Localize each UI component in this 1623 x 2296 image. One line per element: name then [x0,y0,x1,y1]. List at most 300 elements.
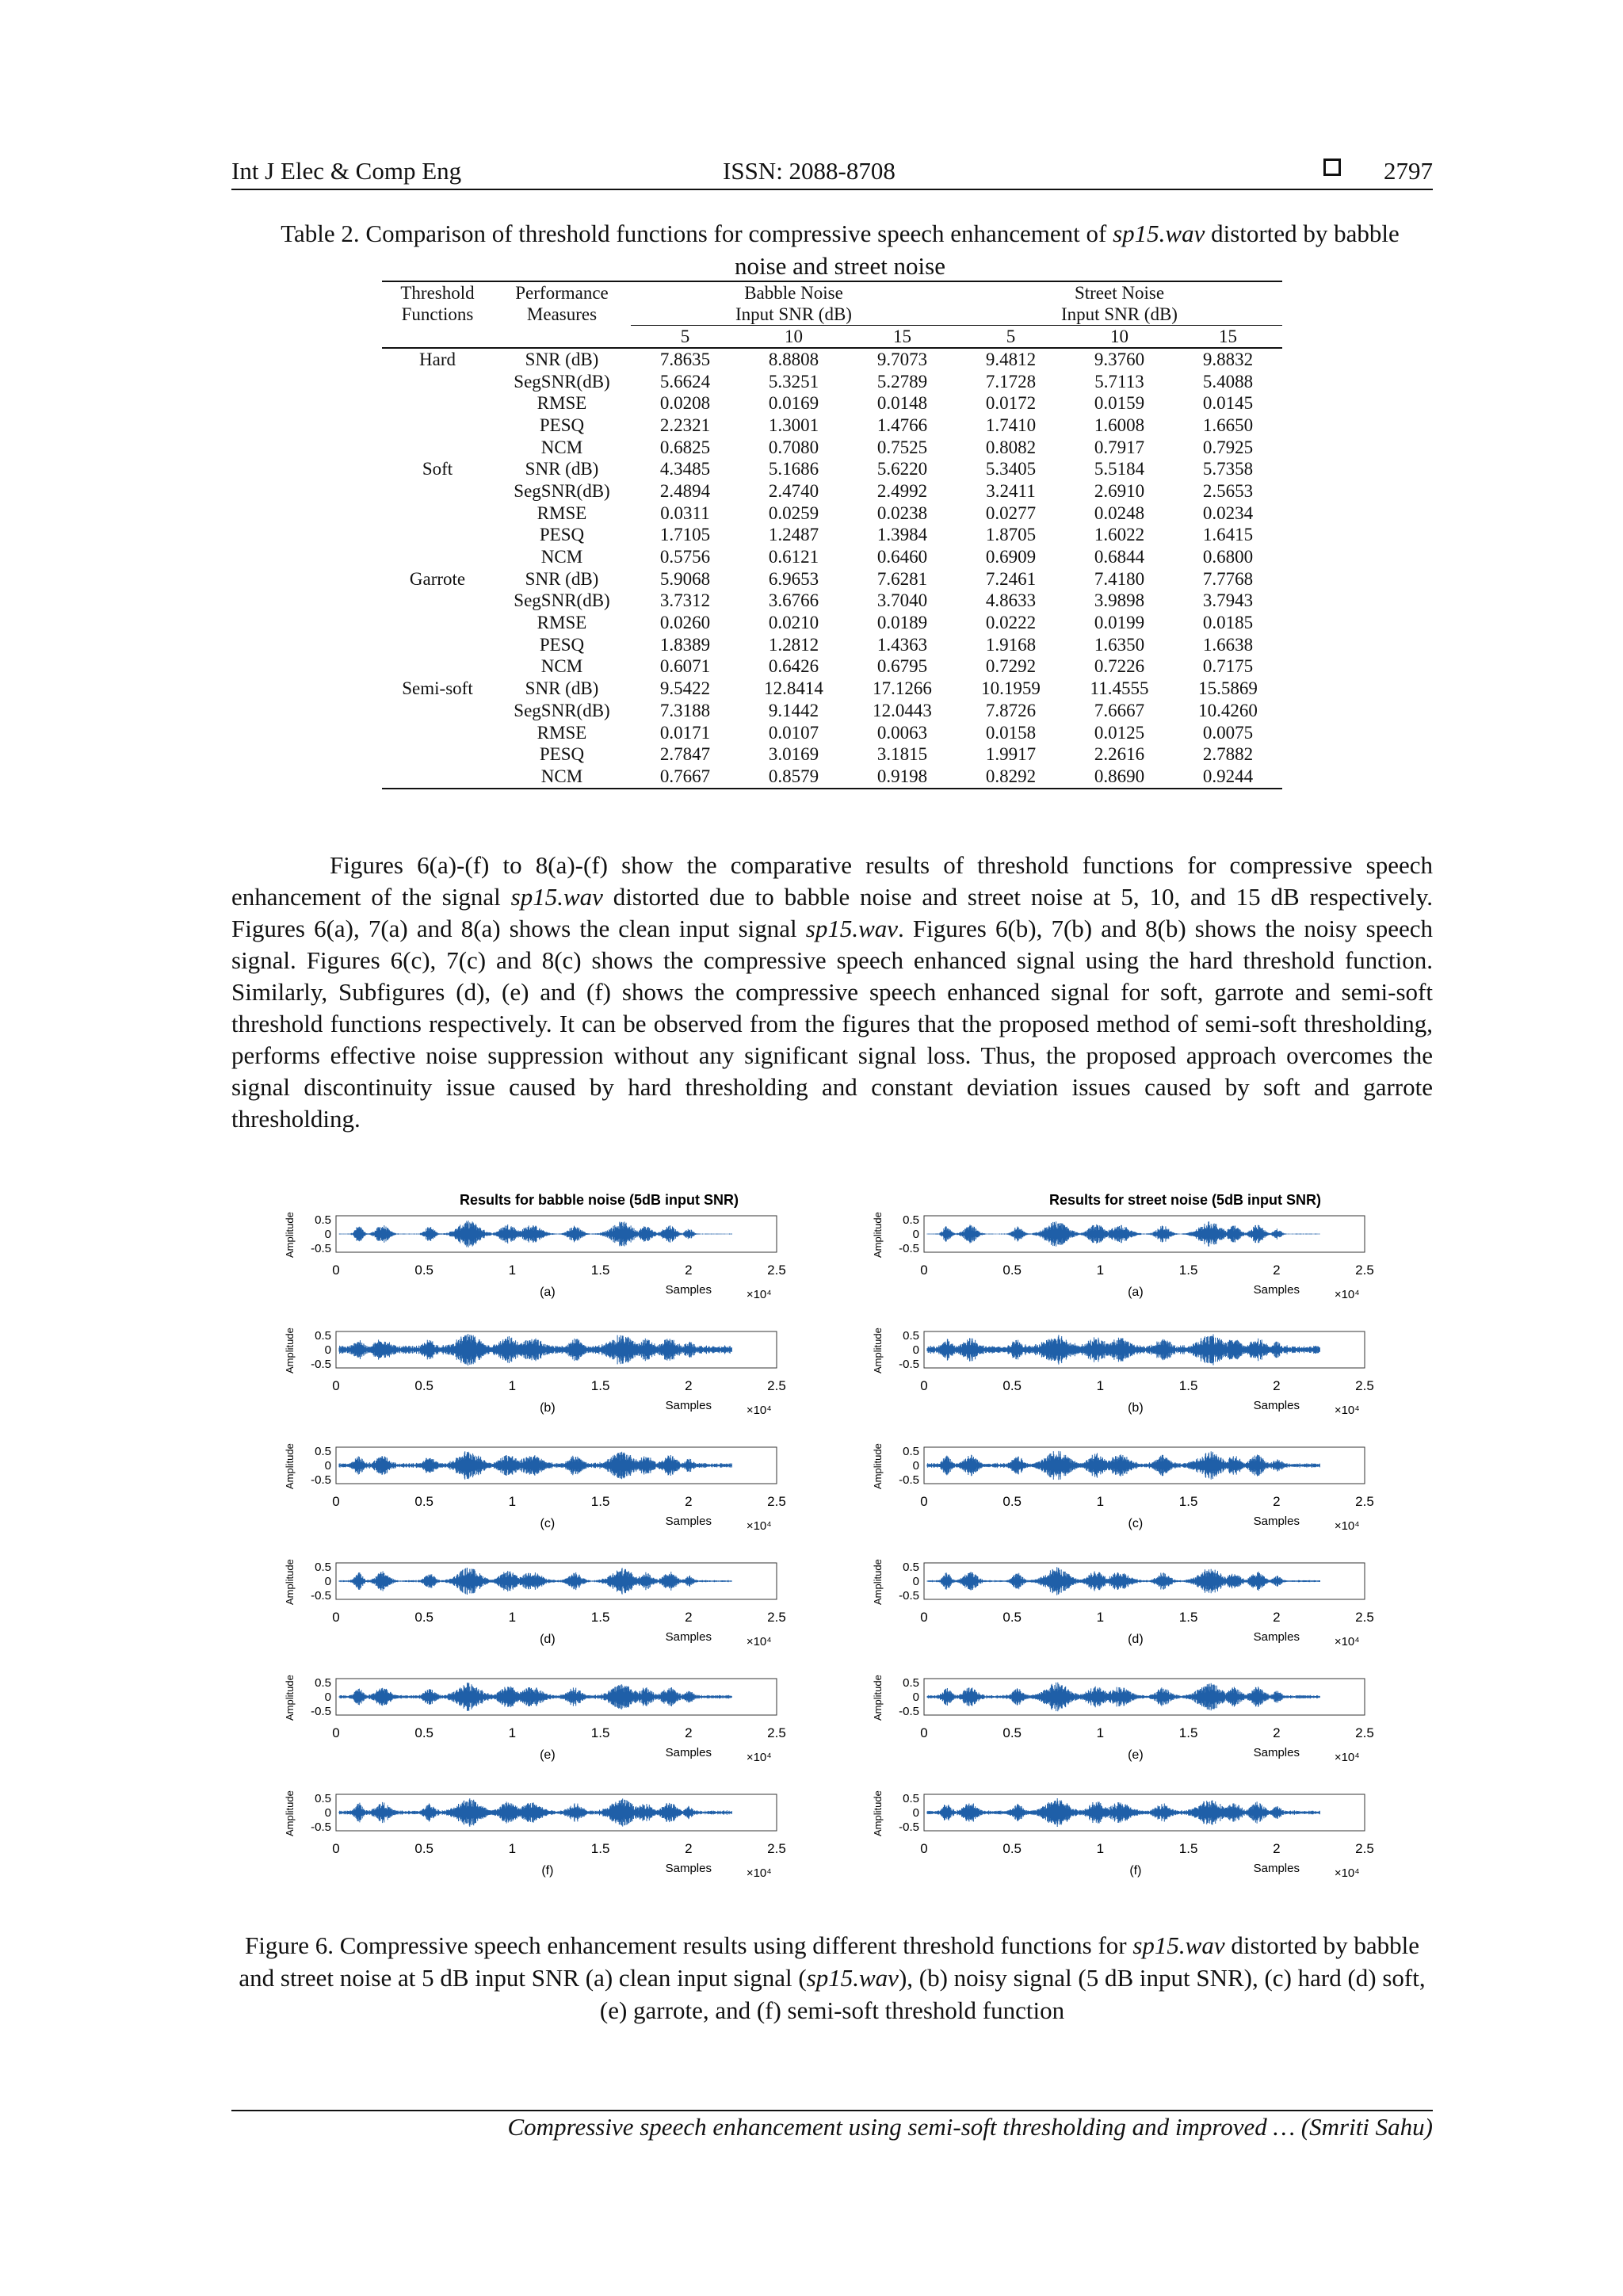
x-axis-label: Samples [1253,1515,1300,1528]
y-tick-label: 0.5 [315,1213,331,1227]
x-tick-label: 1 [1096,1378,1105,1393]
table-cell: 0.0199 [1094,613,1145,633]
x-tick-label: 1.5 [1178,1378,1198,1393]
subplot [872,1212,1374,1301]
table-cell: 3.2411 [986,480,1036,501]
subplot [872,1559,1374,1648]
chart-panel-babble [284,1192,786,1880]
table-cell: 3.7312 [659,590,711,611]
y-axis-label: Amplitude [284,1328,296,1373]
y-tick-label: 0 [912,1575,919,1588]
table-cell: 2.2616 [1094,744,1145,765]
table-cell: 0.0158 [985,722,1037,743]
table-cell: 3.9898 [1094,590,1145,611]
table-cell: 12.0443 [873,700,932,720]
table-cell: 0.0248 [1094,502,1145,523]
y-axis-label: Amplitude [284,1790,296,1836]
y-tick-label: -0.5 [899,1358,919,1371]
y-tick-label: 0.5 [903,1561,919,1574]
measure-name: PESQ [539,415,585,435]
table-cell: 5.5184 [1094,459,1145,479]
table-cell: 7.2461 [985,568,1037,589]
y-tick-label: 0.5 [315,1676,331,1690]
table-cell: 5.2789 [876,371,928,392]
x-exponent-label: ×10⁴ [746,1288,772,1301]
table-row [382,437,1282,459]
table-cell: 8.8808 [768,349,819,369]
y-tick-label: -0.5 [311,1358,331,1371]
x-tick-label: 0.5 [1002,1263,1022,1278]
table-cell: 0.7226 [1094,656,1145,677]
header-street-input-snr: Input SNR (dB) [957,304,1282,326]
x-tick-label: 1 [508,1610,517,1625]
measure-name: SNR (dB) [525,678,599,699]
x-tick-label: 2 [685,1610,693,1625]
y-tick-label: 0.5 [903,1329,919,1343]
table-row [382,656,1282,678]
table-cell: 9.8832 [1202,349,1254,369]
table-cell: 7.6667 [1094,700,1145,720]
x-tick-label: 0 [332,1378,340,1393]
x-tick-label: 0.5 [1002,1841,1022,1856]
table-row [382,590,1282,613]
y-tick-label: -0.5 [311,1589,331,1603]
x-tick-label: 2 [1273,1378,1281,1393]
table-cell: 7.7768 [1202,568,1254,589]
x-axis-label: Samples [1253,1283,1300,1297]
table-cell: 0.8690 [1065,766,1174,789]
footer-rule [231,2110,1433,2111]
snr-level: 10 [1065,326,1174,349]
x-tick-label: 1 [508,1841,517,1856]
y-tick-label: 0.5 [315,1561,331,1574]
body-paragraph: Figures 6(a)-(f) to 8(a)-(f) show the comparative results of threshold functions for compressive speech enhancement of the signal sp15.wav distorted due to babble noise and street noise at 5, 10, and 15 dB respectively. Figures 6(a), 7(a) and 8(a) shows the clean input signal sp15.wav. Figures 6(b), 7(b) and 8(b) shows the noisy speech signal. Figures 6(c), 7(c) and 8(c) shows the compressive speech enhanced signal using the hard threshold function. Similarly, Subfigures (d), (e) and (f) shows the compressive speech enhanced signal for soft, garrote and semi-soft threshold functions respectively. It can be observed from the figures that the proposed method of semi-soft thresholding, performs effective noise suppression without any significant signal loss. Thus, the proposed approach overcomes the signal discontinuity issue caused by hard thresholding and constant deviation issues caused by soft and garrote thresholding. [231,851,1434,1133]
header-babble-input-snr: Input SNR (dB) [631,304,957,326]
table-cell: 0.6121 [768,547,819,567]
x-tick-label: 1.5 [590,1725,610,1740]
table-row [382,392,1282,415]
x-tick-label: 1.5 [1178,1725,1198,1740]
table-cell: 9.3760 [1094,349,1145,369]
figure-caption: Figure 6. Compressive speech enhancement results using different threshold functions for sp15.wav distorted by babble and street noise at 5 dB input SNR (a) clean input signal (sp15.wav), (b) noisy signal (5 dB input SNR), (c) hard (d) soft, (e) garrote, and (f) semi-soft threshold function [239,1931,1426,2024]
subplot-label: (b) [540,1401,556,1415]
table-cell: 1.3001 [768,415,819,435]
x-exponent-label: ×10⁴ [746,1751,772,1764]
subplot-label: (d) [540,1633,556,1646]
x-tick-label: 1.5 [590,1841,610,1856]
table-cell: 4.8633 [985,590,1037,611]
table-cell: 1.6415 [1202,525,1254,545]
table-cell: 7.4180 [1094,568,1145,589]
subplot [872,1790,1374,1880]
table-cell: 3.7040 [876,590,928,611]
table-cell: 7.3188 [659,700,711,720]
x-tick-label: 2.5 [1355,1610,1374,1625]
measure-name: SegSNR(dB) [514,480,610,501]
x-tick-label: 2 [685,1378,693,1393]
subplot [284,1790,786,1880]
table-cell: 0.0259 [768,502,819,523]
table-row [382,722,1282,744]
measure-name: NCM [493,766,631,789]
x-exponent-label: ×10⁴ [1334,1288,1360,1301]
x-tick-label: 1.5 [1178,1494,1198,1509]
measure-name: PESQ [539,744,585,765]
checkbox-square-icon [1323,159,1341,176]
x-tick-label: 2 [1273,1610,1281,1625]
x-tick-label: 2.5 [1355,1841,1374,1856]
x-exponent-label: ×10⁴ [746,1519,772,1533]
measure-name: NCM [540,547,583,567]
x-exponent-label: ×10⁴ [746,1404,772,1417]
table-cell: 0.7175 [1202,656,1254,677]
x-exponent-label: ×10⁴ [1334,1866,1360,1880]
threshold-function-name: Semi-soft [402,678,473,699]
table-cell: 0.0277 [985,502,1037,523]
table-row [382,348,1282,371]
subplot [872,1443,1374,1533]
table-row [382,678,1282,700]
y-tick-label: -0.5 [899,1705,919,1718]
x-tick-label: 1.5 [590,1378,610,1393]
y-tick-label: 0.5 [315,1445,331,1458]
table-row [382,634,1282,656]
snr-level: 15 [1174,326,1282,349]
table-row [382,371,1282,393]
table-cell: 0.0107 [768,722,819,743]
table-cell: 7.6281 [876,568,928,589]
table-cell: 1.7410 [985,415,1037,435]
y-tick-label: 0 [324,1228,331,1241]
y-tick-label: 0 [912,1459,919,1473]
measure-name: NCM [540,437,583,457]
x-tick-label: 0.5 [414,1841,434,1856]
x-tick-label: 1.5 [590,1494,610,1509]
measure-name: SegSNR(dB) [514,590,610,611]
y-tick-label: -0.5 [899,1589,919,1603]
table-cell: 12.8414 [764,678,823,699]
subplot-label: (f) [541,1864,554,1878]
measure-name: PESQ [539,634,585,655]
table-cell: 0.7917 [1094,437,1145,457]
table-cell: 0.5756 [659,547,711,567]
x-tick-label: 2 [1273,1841,1281,1856]
x-axis-label: Samples [665,1630,712,1644]
comparison-table [382,281,1282,789]
x-tick-label: 1 [508,1494,517,1509]
x-axis-label: Samples [1253,1630,1300,1644]
x-tick-label: 2.5 [1355,1378,1374,1393]
x-tick-label: 0.5 [1002,1494,1022,1509]
table-cell: 11.4555 [1090,678,1149,699]
x-tick-label: 0.5 [1002,1378,1022,1393]
y-tick-label: 0.5 [903,1792,919,1805]
y-axis-label: Amplitude [284,1559,296,1605]
subplot [284,1212,786,1301]
table-cell: 0.6795 [876,656,928,677]
table-cell: 1.4363 [876,634,928,655]
table-cell: 1.2812 [768,634,819,655]
table-cell: 0.0189 [876,613,928,633]
table-cell: 2.6910 [1094,480,1145,501]
table-cell: 0.7925 [1202,437,1254,457]
x-tick-label: 0.5 [1002,1725,1022,1740]
subplot-label: (d) [1128,1633,1144,1646]
table-cell: 2.5653 [1202,480,1254,501]
journal-name: Int J Elec & Comp Eng [231,157,462,185]
table-cell: 0.6071 [659,656,711,677]
subplot [284,1675,786,1764]
y-tick-label: 0.5 [903,1213,919,1227]
table-row [382,743,1282,766]
x-tick-label: 2.5 [767,1494,786,1509]
measure-name: RMSE [537,502,587,523]
y-axis-label: Amplitude [284,1212,296,1258]
table-cell: 5.1686 [768,459,819,479]
table-cell: 0.0063 [876,722,928,743]
table-cell: 1.9917 [985,744,1037,765]
table-row [382,568,1282,590]
y-tick-label: -0.5 [899,1242,919,1255]
table-cell: 9.7073 [876,349,928,369]
table-cell: 0.0145 [1202,393,1254,414]
table-cell: 1.4766 [876,415,928,435]
y-tick-label: 0 [912,1343,919,1357]
issn: ISSN: 2088-8708 [723,157,896,185]
y-tick-label: 0 [912,1806,919,1820]
running-header [231,152,1433,190]
measure-name: SNR (dB) [525,568,599,589]
table-row [382,700,1282,722]
table-cell: 1.8389 [659,634,711,655]
table-cell: 0.0311 [660,502,710,523]
subplot-label: (c) [540,1517,556,1530]
x-tick-label: 0 [332,1263,340,1278]
x-axis-label: Samples [665,1862,712,1875]
snr-level: 5 [957,326,1065,349]
x-axis-label: Samples [665,1515,712,1528]
table-cell: 5.3251 [768,371,819,392]
table-cell: 7.1728 [985,371,1037,392]
x-axis-label: Samples [1253,1862,1300,1875]
x-tick-label: 0 [920,1725,928,1740]
x-exponent-label: ×10⁴ [1334,1751,1360,1764]
x-tick-label: 1 [1096,1263,1105,1278]
subplot-label: (f) [1129,1864,1142,1878]
table-cell: 1.9168 [985,634,1037,655]
table-cell: 1.6650 [1202,415,1254,435]
table-cell: 10.4260 [1198,700,1258,720]
x-tick-label: 0.5 [414,1725,434,1740]
table-cell: 0.6426 [768,656,819,677]
y-tick-label: 0.5 [315,1329,331,1343]
y-tick-label: 0 [912,1228,919,1241]
x-tick-label: 2 [685,1841,693,1856]
header-measures: Performance Measures [493,281,631,326]
x-tick-label: 2.5 [1355,1725,1374,1740]
x-tick-label: 0 [920,1841,928,1856]
chart-title: Results for babble noise (5dB input SNR) [460,1192,739,1208]
table-row [382,766,1282,789]
snr-level: 10 [739,326,848,349]
table-row [382,546,1282,568]
table-row [382,612,1282,634]
x-tick-label: 0.5 [414,1494,434,1509]
x-tick-label: 0 [332,1494,340,1509]
table-cell: 0.7667 [631,766,739,789]
table-cell: 0.0185 [1202,613,1254,633]
table-cell: 0.0172 [985,393,1037,414]
table-cell: 2.7882 [1202,744,1254,765]
x-exponent-label: ×10⁴ [746,1635,772,1648]
table-cell: 2.2321 [659,415,711,435]
table-cell: 1.3984 [876,525,928,545]
table-cell: 17.1266 [873,678,932,699]
x-tick-label: 0.5 [1002,1610,1022,1625]
table-cell: 3.6766 [768,590,819,611]
table-cell: 6.9653 [768,568,819,589]
y-tick-label: -0.5 [311,1705,331,1718]
table-cell: 1.8705 [985,525,1037,545]
y-axis-label: Amplitude [872,1328,884,1373]
table-cell: 5.6220 [876,459,928,479]
table-cell: 0.0222 [985,613,1037,633]
x-axis-label: Samples [1253,1746,1300,1759]
y-tick-label: 0 [324,1459,331,1473]
table-cell: 5.7113 [1094,371,1144,392]
x-tick-label: 2 [1273,1725,1281,1740]
table-cell: 0.0148 [876,393,928,414]
x-tick-label: 2.5 [1355,1494,1374,1509]
x-axis-label: Samples [665,1283,712,1297]
x-tick-label: 1.5 [1178,1610,1198,1625]
table-cell: 3.7943 [1202,590,1254,611]
y-tick-label: 0 [912,1690,919,1704]
x-tick-label: 1 [1096,1610,1105,1625]
table-row [382,458,1282,480]
x-tick-label: 1.5 [1178,1263,1198,1278]
table-cell: 0.9244 [1174,766,1282,789]
x-tick-label: 1 [1096,1841,1105,1856]
table-cell: 2.7847 [659,744,711,765]
measure-name: SNR (dB) [525,459,599,479]
y-axis-label: Amplitude [872,1443,884,1489]
threshold-function-name: Soft [422,459,453,479]
measure-name: RMSE [537,722,587,743]
x-tick-label: 2.5 [767,1841,786,1856]
y-axis-label: Amplitude [284,1443,296,1489]
figure-6 [277,1186,1442,1907]
table-cell: 4.3485 [659,459,711,479]
x-tick-label: 0 [920,1263,928,1278]
measure-name: SegSNR(dB) [514,700,610,720]
table-cell: 9.5422 [659,678,711,699]
y-tick-label: -0.5 [899,1473,919,1487]
table-cell: 0.7292 [985,656,1037,677]
table-cell: 1.2487 [768,525,819,545]
x-tick-label: 0.5 [414,1378,434,1393]
table-cell: 0.8082 [985,437,1037,457]
snr-level: 5 [631,326,739,349]
x-tick-label: 2.5 [767,1610,786,1625]
measure-name: PESQ [539,525,585,545]
table-cell: 0.6844 [1094,547,1145,567]
table-cell: 0.0171 [659,722,711,743]
x-tick-label: 0 [332,1610,340,1625]
table-cell: 0.9198 [848,766,957,789]
x-tick-label: 0 [920,1494,928,1509]
measure-name: RMSE [537,613,587,633]
header-babble-noise: Babble Noise [631,281,957,304]
table-cell: 1.6022 [1094,525,1145,545]
x-tick-label: 0 [332,1841,340,1856]
table-cell: 0.0075 [1202,722,1254,743]
table-row [382,502,1282,525]
y-tick-label: 0.5 [315,1792,331,1805]
x-tick-label: 1 [508,1378,517,1393]
table-cell: 0.0210 [768,613,819,633]
x-exponent-label: ×10⁴ [1334,1519,1360,1533]
subplot-label: (b) [1128,1401,1144,1415]
x-exponent-label: ×10⁴ [746,1866,772,1880]
subplot-label: (a) [1128,1286,1144,1299]
x-tick-label: 2.5 [1355,1263,1374,1278]
table-row [382,415,1282,437]
table-cell: 2.4740 [768,480,819,501]
table-cell: 0.7080 [768,437,819,457]
measure-name: SegSNR(dB) [514,371,610,392]
x-axis-label: Samples [665,1399,712,1412]
x-tick-label: 2.5 [767,1263,786,1278]
subplot [284,1443,786,1533]
running-footer: Compressive speech enhancement using semi-soft thresholding and improved … (Smriti Sahu) [507,2113,1433,2141]
y-axis-label: Amplitude [872,1790,884,1836]
x-tick-label: 1 [508,1263,517,1278]
header-street-noise: Street Noise [957,281,1282,304]
x-tick-label: 1.5 [1178,1841,1198,1856]
table-cell: 3.1815 [876,744,928,765]
measure-name: NCM [540,656,583,677]
table-cell: 1.6008 [1094,415,1145,435]
x-axis-label: Samples [1253,1399,1300,1412]
table-cell: 0.8292 [957,766,1065,789]
table-cell: 5.7358 [1202,459,1254,479]
threshold-function-name: Garrote [409,568,466,589]
x-tick-label: 1 [1096,1494,1105,1509]
x-exponent-label: ×10⁴ [1334,1404,1360,1417]
subplot [872,1328,1374,1417]
y-tick-label: -0.5 [311,1473,331,1487]
table-cell: 0.6800 [1202,547,1254,567]
table-cell: 9.4812 [985,349,1037,369]
threshold-function-name: Hard [419,349,456,369]
y-tick-label: 0.5 [903,1676,919,1690]
y-tick-label: -0.5 [311,1242,331,1255]
subplot-label: (e) [1128,1748,1144,1762]
table-cell: 3.0169 [768,744,819,765]
table-cell: 2.4894 [659,480,711,501]
table-cell: 1.6638 [1202,634,1254,655]
x-exponent-label: ×10⁴ [1334,1635,1360,1648]
table-cell: 0.7525 [876,437,928,457]
y-tick-label: 0 [324,1343,331,1357]
table-row [382,480,1282,502]
table-cell: 7.8726 [985,700,1037,720]
table-cell: 2.4992 [876,480,928,501]
measure-name: RMSE [537,393,587,414]
y-tick-label: 0 [324,1806,331,1820]
table-cell: 5.6624 [659,371,711,392]
